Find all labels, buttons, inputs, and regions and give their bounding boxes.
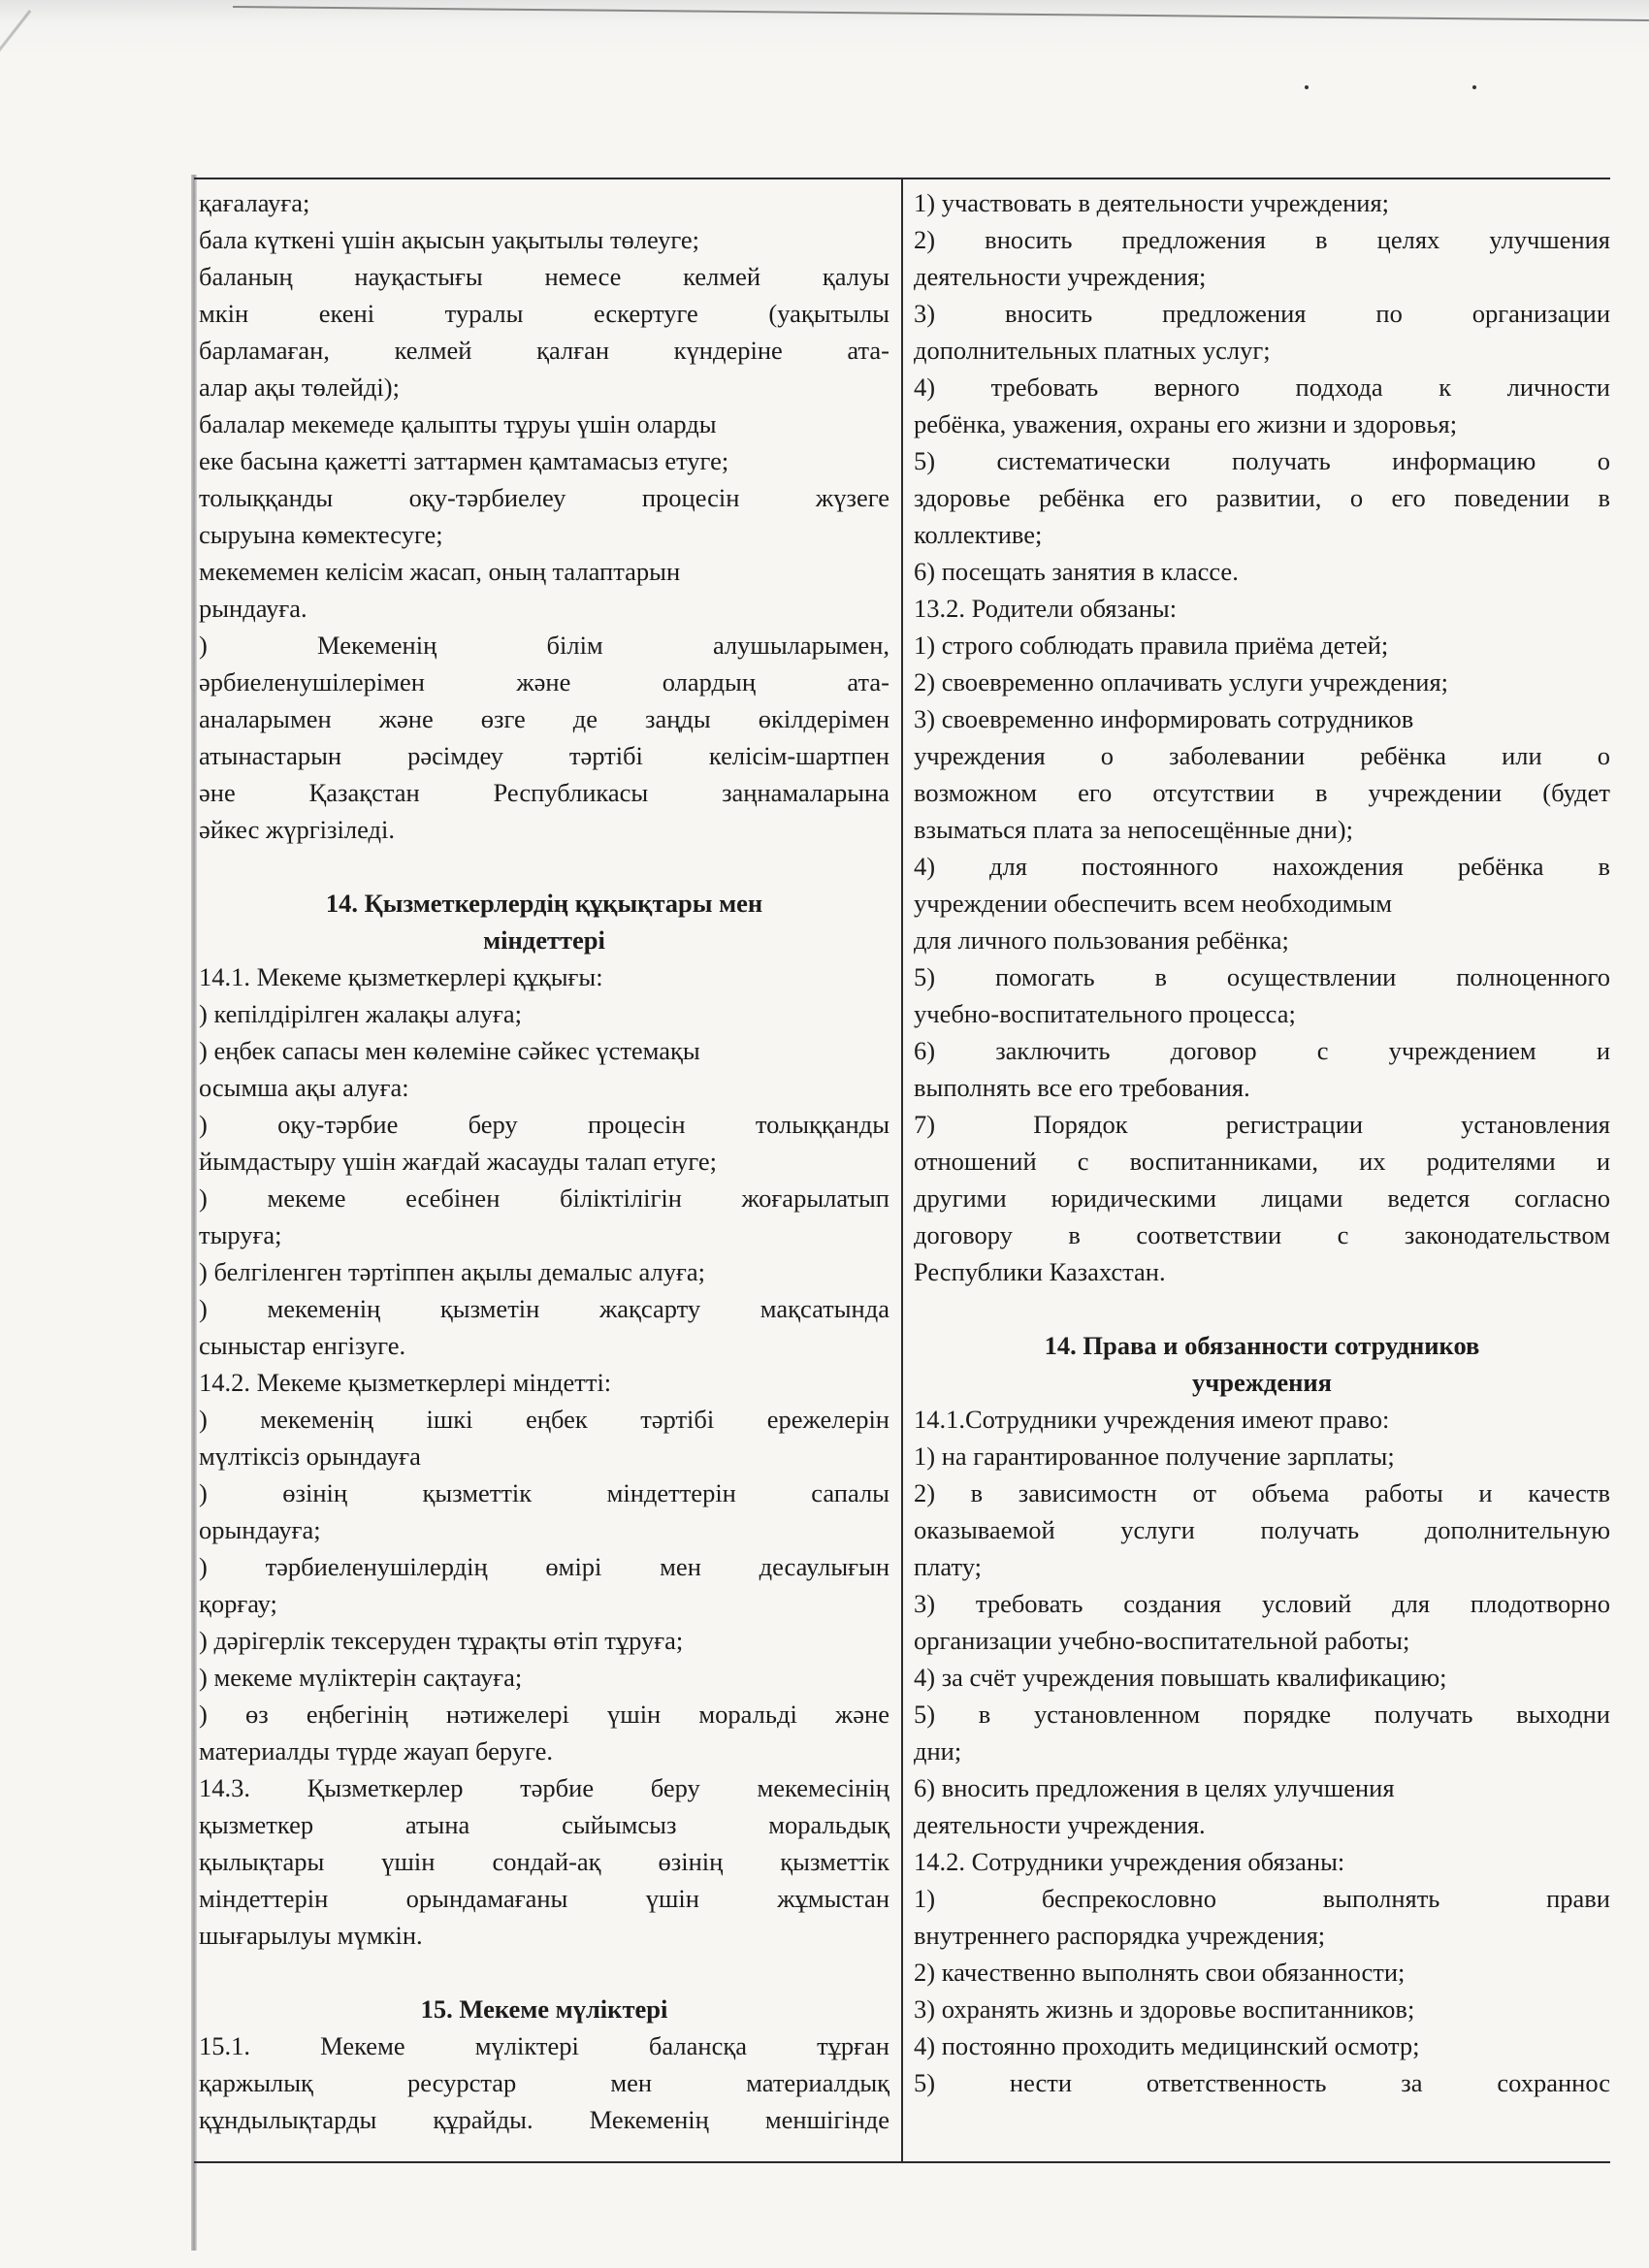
text-line: для личного пользования ребёнка; bbox=[914, 925, 1289, 955]
text-line: плату; bbox=[914, 1552, 982, 1581]
text-line: 4) постоянно проходить медицинский осмотр; bbox=[914, 2031, 1420, 2060]
text-line: 3) своевременно информировать сотрудников bbox=[914, 704, 1414, 733]
text-line: балалар мекемеде қалыпты тұруы үшін оларды bbox=[199, 409, 717, 438]
text-line: ) мекеменің қызметін жақсарту мақсатында bbox=[199, 1294, 889, 1323]
section-heading: 15. Мекеме мүліктері bbox=[420, 1994, 668, 2024]
text-line: орындауға; bbox=[199, 1515, 321, 1544]
text-line: учреждении обеспечить всем необходимым bbox=[914, 889, 1392, 918]
paragraph-gap bbox=[199, 1954, 889, 1991]
text-line: 6) вносить предложения в целях улучшения bbox=[914, 1773, 1395, 1802]
text-line: оказываемой услуги получать дополнительную bbox=[914, 1515, 1610, 1544]
text-line: учреждения о заболевании ребёнка или о bbox=[914, 741, 1610, 770]
right-column-russian bbox=[914, 184, 1610, 2101]
text-line: мүлтіксіз орындауға bbox=[199, 1442, 421, 1471]
text-line: 5) систематически получать информацию о bbox=[914, 446, 1610, 475]
text-line: 1) участвовать в деятельности учреждения; bbox=[914, 188, 1390, 217]
text-line: ) Мекеменің білім алушыларымен, bbox=[199, 631, 889, 660]
text-line: 3) требовать создания условий для плодотворно bbox=[914, 1589, 1610, 1618]
text-line: ) тәрбиеленушілердің өмірі мен десаулығын bbox=[199, 1552, 889, 1581]
text-line: 2) своевременно оплачивать услуги учреждения; bbox=[914, 667, 1449, 697]
text-line: ) еңбек сапасы мен көлеміне сәйкес үстемақы bbox=[199, 1036, 700, 1065]
text-line: 5) помогать в осуществлении полноценного bbox=[914, 962, 1610, 991]
text-line: 14.3. Қызметкерлер тәрбие беру мекемесінің bbox=[199, 1773, 889, 1802]
text-line: сыныстар енгізуге. bbox=[199, 1331, 406, 1360]
text-line: коллективе; bbox=[914, 520, 1043, 549]
scan-speck bbox=[1472, 85, 1476, 89]
text-line: ) мекеме мүліктерін сақтауға; bbox=[199, 1663, 523, 1692]
text-line: аналарымен және өзге де заңды өкілдерімен bbox=[199, 704, 889, 733]
text-line: 3) охранять жизнь и здоровье воспитанников; bbox=[914, 1994, 1415, 2024]
text-line: атынастарын рәсімдеу тәртібі келісім-шартпен bbox=[199, 741, 889, 770]
text-line: 14.2. Мекеме қызметкерлері міндетті: bbox=[199, 1368, 612, 1397]
text-line: баланың науқастығы немесе келмей қалуы bbox=[199, 262, 889, 291]
text-line: әйкес жүргізіледі. bbox=[199, 815, 395, 844]
text-line: ) мекеме есебінен біліктілігін жоғарылатып bbox=[199, 1183, 889, 1213]
text-line: ) кепілдірілген жалақы алуға; bbox=[199, 999, 523, 1028]
text-line: 2) вносить предложения в целях улучшения bbox=[914, 225, 1610, 254]
text-line: 15.1. Мекеме мүліктері балансқа тұрған bbox=[199, 2031, 889, 2060]
text-line: қаржылық ресурстар мен материалдық bbox=[199, 2068, 889, 2097]
text-line: учебно-воспитательного процесса; bbox=[914, 999, 1296, 1028]
text-line: сыруына көмектесуге; bbox=[199, 520, 443, 549]
text-line: мекемемен келісім жасап, оның талаптарын bbox=[199, 557, 681, 586]
text-line: барламаған, келмей қалған күндеріне ата- bbox=[199, 336, 889, 365]
text-line: 4) для постоянного нахождения ребёнка в bbox=[914, 852, 1610, 881]
text-line: организации учебно-воспитательной работы; bbox=[914, 1626, 1410, 1655]
text-line: ) өз еңбегінің нәтижелері үшін моральді және bbox=[199, 1700, 889, 1729]
text-line: договору в соответствии с законодательством bbox=[914, 1220, 1610, 1249]
text-line: 1) на гарантированное получение зарплаты; bbox=[914, 1442, 1395, 1471]
text-line: мкін екені туралы ескертуге (уақытылы bbox=[199, 299, 889, 328]
text-line: шығарылуы мүмкін. bbox=[199, 1921, 423, 1950]
text-line: дни; bbox=[914, 1736, 962, 1766]
section-heading: 14. Қызметкерлердің құқықтары мен bbox=[325, 889, 763, 918]
text-line: қылықтары үшін сондай-ақ өзінің қызметтік bbox=[199, 1847, 889, 1876]
text-line: дополнительных платных услуг; bbox=[914, 336, 1271, 365]
text-line: ) дәрігерлік тексеруден тұрақты өтіп тұруға; bbox=[199, 1626, 684, 1655]
text-line: әне Қазақстан Республикасы заңнамаларына bbox=[199, 778, 889, 807]
text-line: 13.2. Родители обязаны: bbox=[914, 594, 1178, 623]
text-line: деятельности учреждения. bbox=[914, 1810, 1206, 1839]
text-line: тыруға; bbox=[199, 1220, 282, 1249]
paragraph-gap bbox=[914, 1290, 1610, 1327]
text-line: 14.1. Мекеме қызметкерлері құқығы: bbox=[199, 962, 603, 991]
text-line: 5) нести ответственность за сохраннос bbox=[914, 2068, 1610, 2097]
section-heading: учреждения bbox=[1192, 1368, 1332, 1397]
text-line: 6) заключить договор с учреждением и bbox=[914, 1036, 1610, 1065]
text-line: қағалауға; bbox=[199, 188, 310, 217]
text-line: 4) требовать верного подхода к личности bbox=[914, 373, 1610, 402]
text-line: 7) Порядок регистрации установления bbox=[914, 1110, 1610, 1139]
text-line: ) оқу-тәрбие беру процесін толыққанды bbox=[199, 1110, 889, 1139]
section-heading: 14. Права и обязанности сотрудников bbox=[1044, 1331, 1480, 1360]
text-line: 4) за счёт учреждения повышать квалификацию; bbox=[914, 1663, 1447, 1692]
text-line: отношений с воспитанниками, их родителями и bbox=[914, 1147, 1610, 1176]
text-line: взыматься плата за непосещённые дни); bbox=[914, 815, 1353, 844]
text-line: әрбиеленушілерімен және олардың ата- bbox=[199, 667, 889, 697]
paragraph-gap bbox=[199, 848, 889, 885]
text-line: қызметкер атына сыйымсыз моральдық bbox=[199, 1810, 889, 1839]
text-line: 1) беспрекословно выполнять прави bbox=[914, 1884, 1610, 1913]
text-line: бала күткені үшін ақысын уақытылы төлеуге; bbox=[199, 225, 700, 254]
column-divider bbox=[901, 178, 903, 2161]
left-column-kazakh bbox=[199, 184, 889, 2138]
text-line: другими юридическими лицами ведется согласно bbox=[914, 1183, 1610, 1213]
text-line: міндеттерін орындамағаны үшін жұмыстан bbox=[199, 1884, 889, 1913]
text-line: 5) в установленном порядке получать выходни bbox=[914, 1700, 1610, 1729]
text-line: возможном его отсутствии в учреждении (будет bbox=[914, 778, 1610, 807]
text-line: внутреннего распорядка учреждения; bbox=[914, 1921, 1326, 1950]
text-line: йымдастыру үшін жағдай жасауды талап етуге; bbox=[199, 1147, 718, 1176]
scan-top-edge bbox=[0, 0, 1649, 58]
text-line: 2) в зависимостн от объема работы и качеств bbox=[914, 1478, 1610, 1507]
text-line: 14.2. Сотрудники учреждения обязаны: bbox=[914, 1847, 1345, 1876]
text-line: 6) посещать занятия в классе. bbox=[914, 557, 1239, 586]
text-line: осымша ақы алуға: bbox=[199, 1073, 409, 1102]
text-line: толыққанды оқу-тәрбиелеу процесін жүзеге bbox=[199, 483, 889, 512]
text-line: Республики Казахстан. bbox=[914, 1257, 1166, 1286]
section-heading: міндеттері bbox=[483, 925, 605, 955]
scan-speck bbox=[1305, 85, 1309, 89]
text-line: ) белгіленген тәртіппен ақылы демалыс алуға; bbox=[199, 1257, 705, 1286]
text-line: алар ақы төлейді); bbox=[199, 373, 400, 402]
text-line: құндылықтарды құрайды. Мекеменің меншігінде bbox=[199, 2105, 889, 2134]
text-line: еке басына қажетті заттармен қамтамасыз етуге; bbox=[199, 446, 729, 475]
text-line: ) өзінің қызметтік міндеттерін сапалы bbox=[199, 1478, 889, 1507]
text-line: ) мекеменің ішкі еңбек тәртібі ережелерін bbox=[199, 1405, 889, 1434]
text-line: деятельности учреждения; bbox=[914, 262, 1207, 291]
text-line: 2) качественно выполнять свои обязанности; bbox=[914, 1958, 1406, 1987]
text-line: ребёнка, уважения, охраны его жизни и здоровья; bbox=[914, 409, 1458, 438]
text-line: 1) строго соблюдать правила приёма детей; bbox=[914, 631, 1389, 660]
text-line: материалды түрде жауап беруге. bbox=[199, 1736, 553, 1766]
text-line: 3) вносить предложения по организации bbox=[914, 299, 1610, 328]
text-line: выполнять все его требования. bbox=[914, 1073, 1250, 1102]
text-line: 14.1.Сотрудники учреждения имеют право: bbox=[914, 1405, 1390, 1434]
text-line: здоровье ребёнка его развитии, о его поведении в bbox=[914, 483, 1610, 512]
text-line: қорғау; bbox=[199, 1589, 277, 1618]
text-line: рындауға. bbox=[199, 594, 307, 623]
